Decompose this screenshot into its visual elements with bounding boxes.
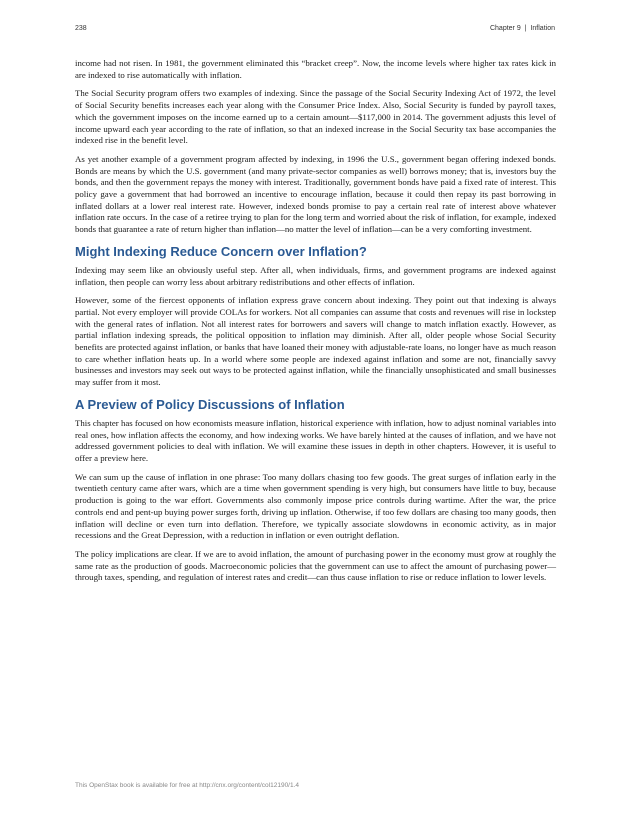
chapter-label: Chapter 9 [489,25,521,32]
paragraph: Indexing may seem like an obviously useful step. After all, when individuals, firms, and government programs are indexed against inflation, then people can worry less about arbitrary redistributions and other effects of inflation. [75,264,556,287]
page-body [75,58,556,591]
header-separator: | [524,25,527,32]
paragraph: However, some of the fiercest opponents of inflation express grave concern about indexing. They point out that indexing is always partial. Not every employer will provide COLAs for workers. Not all companies can assume that costs and revenues will rise in lockstep with the general rates of inflation. Not all interest rates for borrowers and savers will change to match inflation exactly. However, as partial inflation indexing spreads, the political opposition to inflation may diminish. After all, older people whose Social Security benefits are protected against inflation, or banks that have loaned their money with adjustable-rate loans, no longer have as much reason to care whether inflation heats up. In a world where some people are indexed against inflation and some are not, financially savvy businesses and investors may seek out ways to be protected against inflation, while the financially unsophisticated and small businesses may suffer from it most. [75,295,556,388]
page-footer: This OpenStax book is available for free at http://cnx.org/content/col12190/1.4 [75,782,300,789]
paragraph: As yet another example of a government program affected by indexing, in 1996 the U.S., government began offering indexed bonds. Bonds are means by which the U.S. government (and many private-sector companies as well) borrows money; that is, investors buy the bonds, and then the government repays the money with interest. Traditionally, government bonds have paid a fixed rate of interest. This policy gave a government that had borrowed an incentive to encourage inflation, because it could then repay its past borrowing in inflated dollars at a lower real interest rate. However, indexed bonds promise to pay a certain real rate of interest above whatever inflation rate occurs. In the case of a retiree trying to plan for the long term and worried about the risk of inflation, for example, indexed bonds that guarantee a rate of return higher than inflation—no matter the level of inflation—can be a very comforting investment. [75,153,556,235]
paragraph: The policy implications are clear. If we are to avoid inflation, the amount of purchasing power in the economy must grow at roughly the same rate as the production of goods. Macroeconomic policies that the government can use to affect the amount of purchasing power—through taxes, spending, and regulation of interest rates and credit—can thus cause inflation to rise or reduce inflation to lower levels. [75,548,556,583]
page-number: 238 [75,25,87,32]
section-label: Inflation [530,25,555,32]
paragraph: income had not risen. In 1981, the government eliminated this “bracket creep”. Now, the income levels where higher tax rates kick in are indexed to rise automatically with inflation. [75,58,556,80]
running-head [490,25,555,32]
section-heading: Might Indexing Reduce Concern over Inflation? [75,243,367,259]
paragraph: This chapter has focused on how economists measure inflation, historical experience with inflation, how to adjust nominal variables into real ones, how inflation affects the economy, and how indexing works. We have barely hinted at the causes of inflation, and we have not addressed government policies to deal with inflation. We will examine these issues in depth in other chapters. However, it is useful to offer a preview here. [75,417,556,463]
section-heading: A Preview of Policy Discussions of Inflation [75,396,345,412]
paragraph: We can sum up the cause of inflation in one phrase: Too many dollars chasing too few goods. The great surges of inflation early in the twentieth century came after wars, which are a time when government spending is very high, but consumers have little to buy, because production is going to the war effort. Governments also commonly impose price controls during wartime. After the war, the price controls end and pent-up buying power surges forth, driving up inflation. Otherwise, if too few dollars are chasing too many goods, then inflation will decline or even turn into deflation. Therefore, we typically associate slowdowns in economic activity, as in major recessions and the Great Depression, with a reduction in inflation or even outright deflation. [75,471,556,541]
paragraph: The Social Security program offers two examples of indexing. Since the passage of the Social Security Indexing Act of 1972, the level of Social Security benefits increases each year along with the Consumer Price Index. Also, Social Security is funded by payroll taxes, which the government imposes on the income earned up to a certain amount—$117,000 in 2014. The government adjusts this level of income upward each year according to the rate of inflation, so that an indexed increase in the Social Security tax base accompanies the indexed rise in the benefit level. [75,88,556,146]
